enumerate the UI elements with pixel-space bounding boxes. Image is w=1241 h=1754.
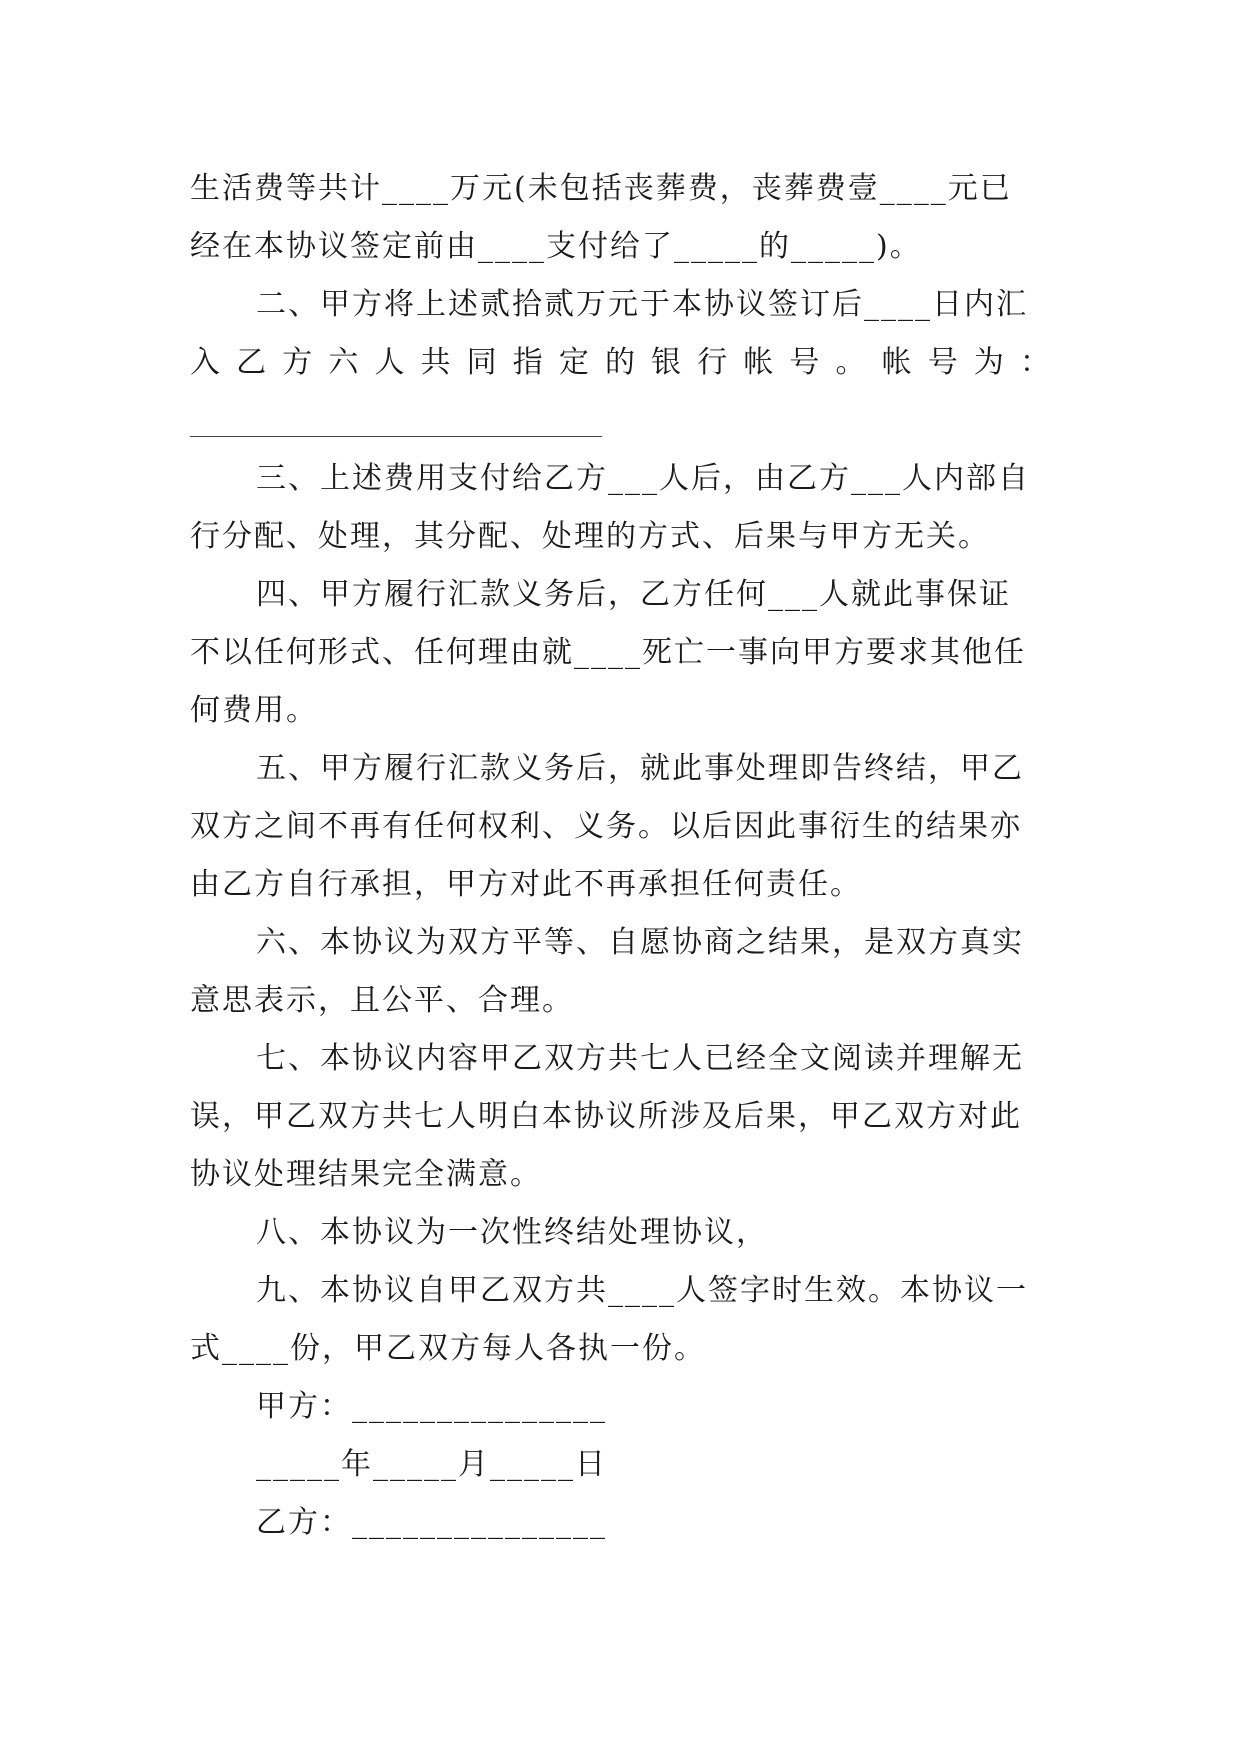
account-number-blank [190, 392, 1050, 450]
text-line: 经在本协议签定前由____支付给了_____的_____)。 [190, 229, 922, 264]
clause-8-line-1: 八、本协议为一次性终结处理协议， [256, 1215, 768, 1250]
blank-rule [190, 436, 602, 437]
party-a-signature: 甲方：_______________ [256, 1389, 607, 1424]
spread-char: 的 [604, 345, 635, 380]
spread-char: 。 [835, 345, 866, 380]
clause-5-line-3: 由乙方自行承担，甲方对此不再承担任何责任。 [190, 867, 862, 902]
spread-char: ： [1019, 345, 1050, 380]
spread-char: 号 [927, 345, 958, 380]
spread-char: 乙 [236, 345, 267, 380]
party-b-signature: 乙方：_______________ [256, 1505, 607, 1540]
clause-5-line-1: 五、甲方履行汇款义务后，就此事处理即告终结，甲乙 [256, 751, 1024, 786]
spread-char: 帐 [881, 345, 912, 380]
clause-5-line-2: 双方之间不再有任何权利、义务。以后因此事衍生的结果亦 [190, 809, 1022, 844]
spread-char: 号 [789, 345, 820, 380]
agreement-document [190, 160, 1050, 1552]
spread-char: 方 [282, 345, 313, 380]
clause-7-line-1: 七、本协议内容甲乙双方共七人已经全文阅读并理解无 [256, 1041, 1024, 1076]
clause-9-line-2: 式____份，甲乙双方每人各执一份。 [190, 1331, 706, 1366]
spread-char: 指 [512, 345, 543, 380]
clause-9-line-1: 九、本协议自甲乙双方共____人签字时生效。本协议一 [256, 1273, 1028, 1308]
signature-date: _____年_____月_____日 [256, 1447, 607, 1482]
clause-4-line-3: 何费用。 [190, 693, 318, 728]
clause-7-line-3: 协议处理结果完全满意。 [190, 1157, 542, 1192]
spread-char: 共 [420, 345, 451, 380]
spread-char: 银 [651, 345, 682, 380]
spread-char: 人 [374, 345, 405, 380]
clause-2-line-1: 二、甲方将上述贰拾贰万元于本协议签订后____日内汇 [256, 287, 1028, 322]
spread-char: 同 [466, 345, 497, 380]
clause-6-line-2: 意思表示，且公平、合理。 [190, 983, 574, 1018]
clause-6-line-1: 六、本协议为双方平等、自愿协商之结果，是双方真实 [256, 925, 1024, 960]
spread-char: 行 [697, 345, 728, 380]
spread-char: 为 [973, 345, 1004, 380]
spread-char: 入 [190, 345, 220, 380]
clause-4-line-1: 四、甲方履行汇款义务后，乙方任何___人就此事保证 [256, 577, 1011, 612]
spread-char: 定 [558, 345, 589, 380]
clause-7-line-2: 误，甲乙双方共七人明白本协议所涉及后果，甲乙双方对此 [190, 1099, 1022, 1134]
clause-4-line-2: 不以任何形式、任何理由就____死亡一事向甲方要求其他任 [190, 635, 1026, 670]
clause-2-line-2 [190, 334, 1050, 392]
text-line: 生活费等共计____万元(未包括丧葬费，丧葬费壹____元已 [190, 171, 1012, 206]
clause-3-line-1: 三、上述费用支付给乙方___人后，由乙方___人内部自 [256, 461, 1030, 496]
spread-char: 帐 [743, 345, 774, 380]
spread-char: 六 [328, 345, 359, 380]
clause-3-line-2: 行分配、处理，其分配、处理的方式、后果与甲方无关。 [190, 519, 990, 554]
